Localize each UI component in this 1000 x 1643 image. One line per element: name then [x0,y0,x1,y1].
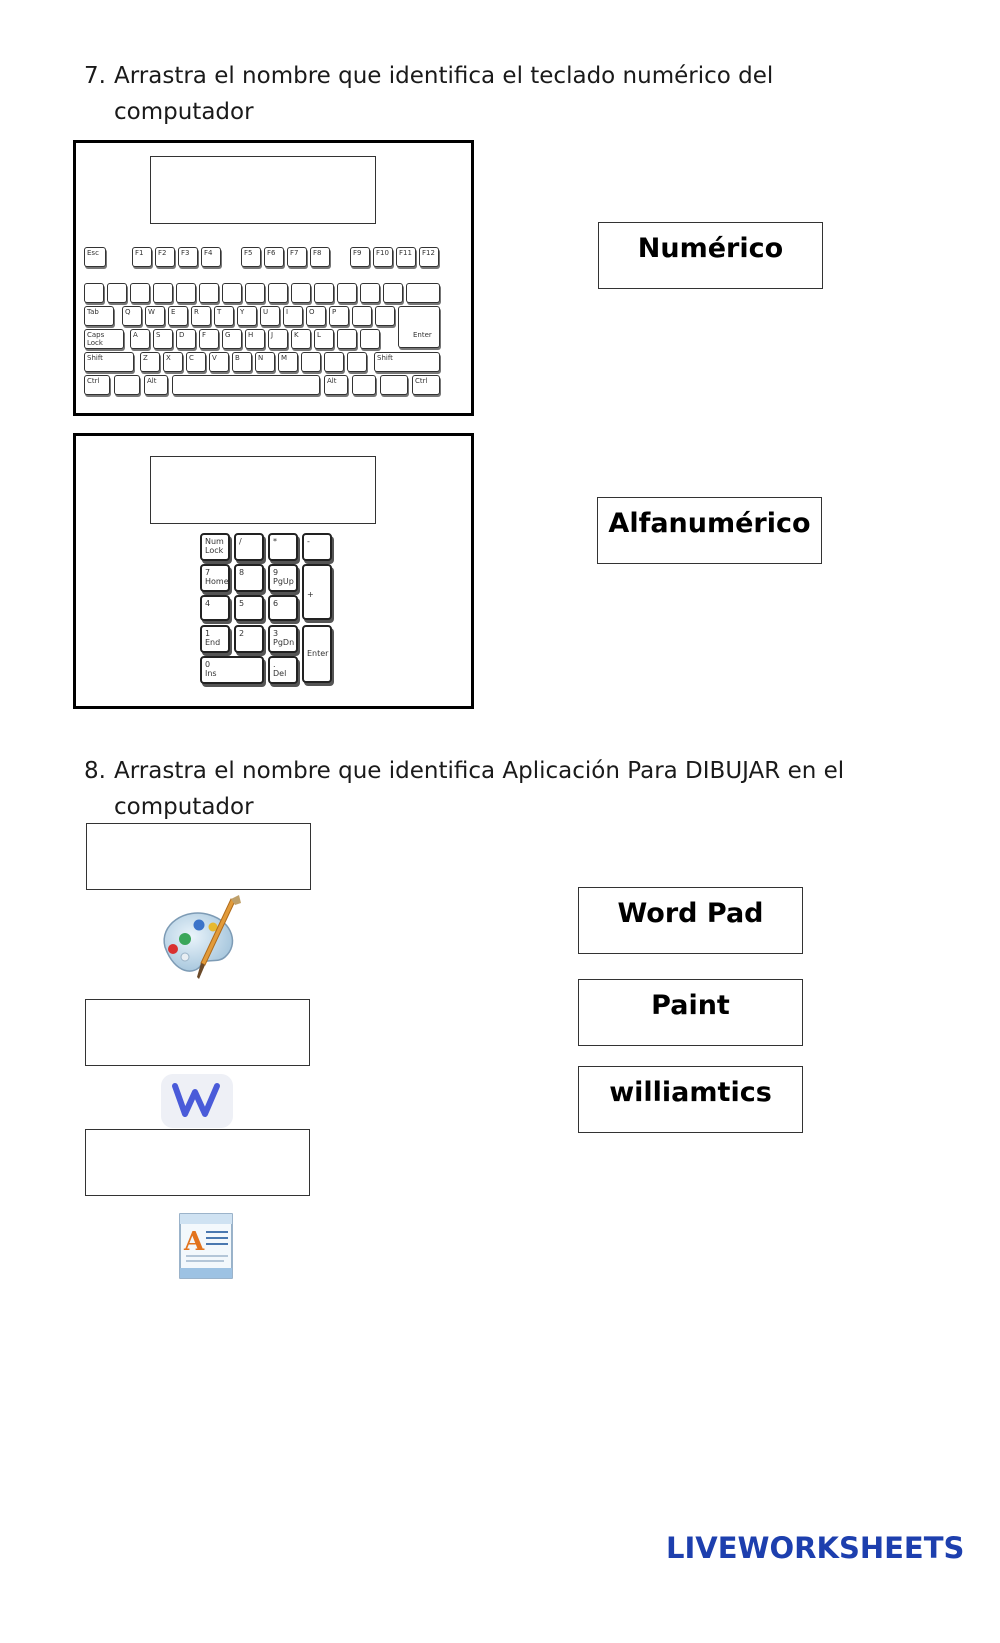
key-g: G [222,329,242,349]
key-num-lock: Num Lock [200,533,230,561]
key-d: D [176,329,196,349]
question-text-line-2: computador [114,794,254,820]
key [301,352,321,372]
key-caps-lock: Caps Lock [84,329,124,349]
key-sublabel: Home [205,577,229,586]
key-x: X [163,352,183,372]
key-minus: - [302,533,332,561]
wordpad-icon [176,1210,236,1282]
key-sublabel: Del [273,669,287,678]
key-f10: F10 [373,247,393,267]
key-dot-del [268,656,298,684]
key-f1: F1 [132,247,152,267]
key-digit: . [273,660,276,669]
key-esc: Esc [84,247,106,267]
question-number: 8. [84,758,106,784]
drag-option-numerico[interactable]: Numérico [598,222,823,289]
question-8 [84,753,984,825]
key-0-ins [200,656,264,684]
key-m: M [278,352,298,372]
key-z: Z [140,352,160,372]
key [107,283,127,303]
key-plus: + [302,564,332,620]
key [291,283,311,303]
liveworksheets-logo [664,1530,964,1566]
key-f3: F3 [178,247,198,267]
question-text-line-2: computador [114,99,254,125]
key-v: V [209,352,229,372]
key-2: 2 [234,625,264,653]
key [360,283,380,303]
key-8: 8 [234,564,264,592]
brand-name: LIVEWORKSHEETS [666,1531,965,1565]
key-e: E [168,306,188,326]
key-f: F [199,329,219,349]
key-c: C [186,352,206,372]
key-left-alt: Alt [144,375,168,395]
key-o: O [306,306,326,326]
drag-option-word-pad[interactable]: Word Pad [578,887,803,954]
key-f7: F7 [287,247,307,267]
number-key-row [84,283,444,303]
key-digit: 9 [273,568,279,577]
key-enter: Enter [398,306,440,348]
key [199,283,219,303]
key [352,306,372,326]
key [337,283,357,303]
drop-zone-numpad[interactable] [150,456,376,524]
drag-option-alfanumerico[interactable]: Alfanumérico [597,497,822,564]
key-sublabel: Ins [205,669,217,678]
key-f5: F5 [241,247,261,267]
key-tab: Tab [84,306,114,326]
key-star: * [268,533,298,561]
key-3-pgdn [268,625,298,653]
key [375,306,395,326]
key-u: U [260,306,280,326]
key-space [172,375,320,395]
key-f12: F12 [419,247,439,267]
drag-option-williamtics[interactable]: williamtics [578,1066,803,1133]
key-7-home [200,564,230,592]
key [222,283,242,303]
key [337,329,357,349]
williamtics-w-icon [161,1074,233,1128]
question-number: 7. [84,63,106,89]
key-f9: F9 [350,247,370,267]
paint-palette-icon [155,895,247,987]
alphanumeric-keyboard-illustration [84,245,454,397]
key-r: R [191,306,211,326]
key-windows [352,375,376,395]
key-windows [114,375,140,395]
key-k: K [291,329,311,349]
key-slash: / [234,533,264,561]
numpad-image-frame [73,433,474,709]
key-i: I [283,306,303,326]
key-enter: Enter [302,625,332,683]
key-4: 4 [200,595,230,621]
key-right-alt: Alt [324,375,348,395]
drag-option-paint[interactable]: Paint [578,979,803,1046]
svg-text:A: A [184,1227,205,1257]
key-digit: 0 [205,660,211,669]
key-digit: 7 [205,568,211,577]
drop-zone-keyboard[interactable] [150,156,376,224]
key [347,352,367,372]
key-y: Y [237,306,257,326]
key-s: S [153,329,173,349]
key-f8: F8 [310,247,330,267]
key-h: H [245,329,265,349]
key-f6: F6 [264,247,284,267]
key-f2: F2 [155,247,175,267]
question-text-line-1: Arrastra el nombre que identifica Aplicación Para DIBUJAR en el [114,758,845,784]
key-sublabel: PgDn [273,638,295,647]
drop-zone-williamtics[interactable] [85,999,310,1066]
key-b: B [232,352,252,372]
key-right-ctrl: Ctrl [412,375,440,395]
key [245,283,265,303]
key [314,283,334,303]
key-left-ctrl: Ctrl [84,375,110,395]
key [130,283,150,303]
key-w: W [145,306,165,326]
key-1-end [200,625,230,653]
key-left-shift: Shift [84,352,134,372]
numeric-keypad-illustration [200,533,340,689]
drop-zone-wordpad[interactable] [85,1129,310,1196]
key [153,283,173,303]
key-6: 6 [268,595,298,621]
key-j: J [268,329,288,349]
key [84,283,104,303]
key-n: N [255,352,275,372]
key-t: T [214,306,234,326]
key-right-shift: Shift [374,352,440,372]
key-q: Q [122,306,142,326]
key-sublabel: End [205,638,221,647]
key [268,283,288,303]
keyboard-image-frame [73,140,474,416]
key-digit: 1 [205,629,211,638]
key [324,352,344,372]
key-f4: F4 [201,247,221,267]
key [176,283,196,303]
key-digit: 3 [273,629,279,638]
drop-zone-paint[interactable] [86,823,311,890]
question-7 [84,58,944,130]
key-p: P [329,306,349,326]
key-9-pgup [268,564,298,592]
key [360,329,380,349]
key-5: 5 [234,595,264,621]
key-l: L [314,329,334,349]
key-backspace [406,283,440,303]
key-sublabel: PgUp [273,577,294,586]
key-a: A [130,329,150,349]
key-menu [380,375,408,395]
key-f11: F11 [396,247,416,267]
key [383,283,403,303]
question-text-line-1: Arrastra el nombre que identifica el teclado numérico del [114,63,774,89]
